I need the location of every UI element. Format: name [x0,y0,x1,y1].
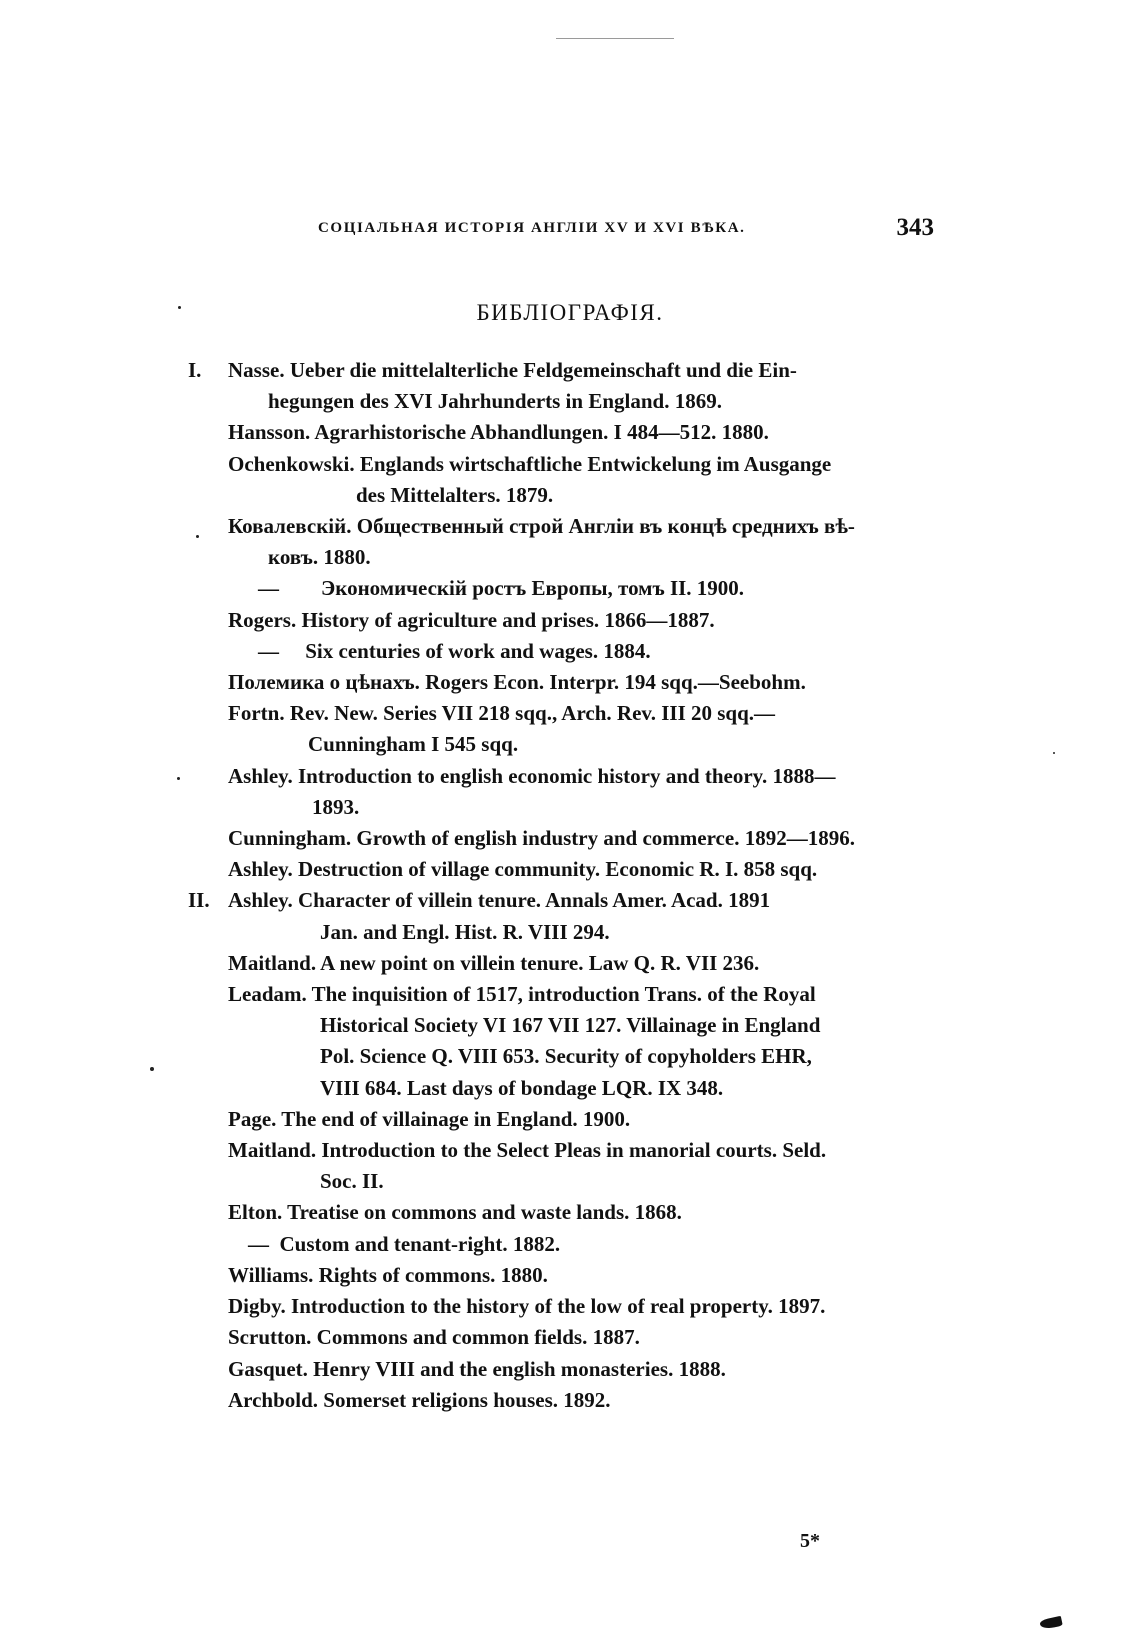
bibliography-list [188,355,948,1416]
print-speck [196,535,199,538]
bibliography-entry [188,449,948,511]
bibliography-entry [188,511,948,573]
bibliography-entry [188,1135,948,1197]
section-title: БИБЛІОГРАФІЯ. [476,300,664,325]
entry-line: — Custom and tenant-right. 1882. [248,1231,561,1256]
signature-mark: 5* [800,1530,820,1552]
entry-line: 1893. [312,794,360,819]
bibliography-entry [188,605,948,636]
entry-line: des Mittelalters. 1879. [356,482,554,507]
page-number: 343 [896,214,934,241]
entry-line: Gasquet. Henry VIII and the english monasteries. 1888. [228,1356,726,1381]
entry-line: Archbold. Somerset religions houses. 1892. [228,1387,611,1412]
print-speck [1053,752,1055,754]
print-speck [150,1067,154,1071]
entry-line: Ковалевскій. Общественный строй Англіи въ концѣ среднихъ вѣ- [228,514,855,539]
bibliography-entry [188,1229,948,1260]
entry-line: VIII 684. Last days of bondage LQR. IX 348. [320,1075,724,1100]
bibliography-entry [188,1104,948,1135]
top-rule [556,38,674,39]
entry-line: Полемика о цѣнахъ. Rogers Econ. Interpr. 194 sqq.—Seebohm. [228,670,806,695]
bibliography-entry [188,854,948,885]
print-speck [178,306,181,309]
bibliography-entry [188,1385,948,1416]
entry-line: — Six centuries of work and wages. 1884. [258,638,651,663]
bibliography-entry [188,355,948,417]
entry-line: Elton. Treatise on commons and waste lands. 1868. [228,1200,682,1225]
bibliography-entry [188,885,948,947]
bibliography-entry [188,667,948,761]
entry-line: Williams. Rights of commons. 1880. [228,1262,548,1287]
entry-line: Cunningham. Growth of english industry and commerce. 1892—1896. [228,826,855,851]
entry-line: Jan. and Engl. Hist. R. VIII 294. [320,919,610,944]
bibliography-entry [188,1322,948,1353]
bibliography-entry [188,979,948,1104]
entry-line: Hansson. Agrarhistorische Abhandlungen. I 484—512. 1880. [228,420,769,445]
bibliography-entry [188,1197,948,1228]
print-speck [177,777,180,780]
section-number: II. [188,888,210,913]
entry-line: Historical Society VI 167 VII 127. Villainage in England [320,1013,821,1038]
page-header [318,216,934,246]
entry-line: Maitland. Introduction to the Select Pleas in manorial courts. Seld. [228,1138,827,1163]
bibliography-entry [188,1354,948,1385]
bibliography-entry [188,948,948,979]
bibliography-entry [188,1260,948,1291]
section-number: I. [188,358,202,382]
entry-line: Ashley. Character of villein tenure. Annals Amer. Acad. 1891 [228,888,771,913]
entry-line: Scrutton. Commons and common fields. 1887. [228,1325,640,1350]
ink-blot [1039,1616,1063,1630]
running-title: СОЦІАЛЬНАЯ ИСТОРІЯ АНГЛІИ XV И XVI ВѢКА. [318,220,746,236]
entry-line: Cunningham I 545 sqq. [308,732,519,757]
bibliography-entry [188,573,948,604]
entry-line: Page. The end of villainage in England. 1900. [228,1106,631,1131]
bibliography-entry [188,761,948,823]
entry-line: Rogers. History of agriculture and prises. 1866—1887. [228,607,715,632]
entry-line: Ochenkowski. Englands wirtschaftliche Entwickelung im Ausgange [228,451,832,476]
entry-line: Ashley. Introduction to english economic history and theory. 1888— [228,763,836,788]
entry-line: Pol. Science Q. VIII 653. Security of copyholders EHR, [320,1044,812,1069]
entry-line: Nasse. Ueber die mittelalterliche Feldgemeinschaft und die Ein- [228,358,797,382]
bibliography-entry [188,636,948,667]
entry-line: ковъ. 1880. [268,545,371,570]
entry-line: Fortn. Rev. New. Series VII 218 sqq., Arch. Rev. III 20 sqq.— [228,701,776,726]
bibliography-entry [188,1291,948,1322]
bibliography-entry [188,417,948,448]
entry-line: — Экономическій ростъ Европы, томъ II. 1900. [258,576,745,601]
entry-line: Digby. Introduction to the history of the low of real property. 1897. [228,1294,826,1319]
bibliography-entry [188,823,948,854]
entry-line: Ashley. Destruction of village community. Economic R. I. 858 sqq. [228,857,818,882]
entry-line: Soc. II. [320,1169,384,1194]
entry-line: Maitland. A new point on villein tenure. Law Q. R. VII 236. [228,950,760,975]
entry-line: hegungen des XVI Jahrhunderts in England. 1869. [268,389,722,414]
entry-line: Leadam. The inquisition of 1517, introduction Trans. of the Royal [228,982,816,1007]
